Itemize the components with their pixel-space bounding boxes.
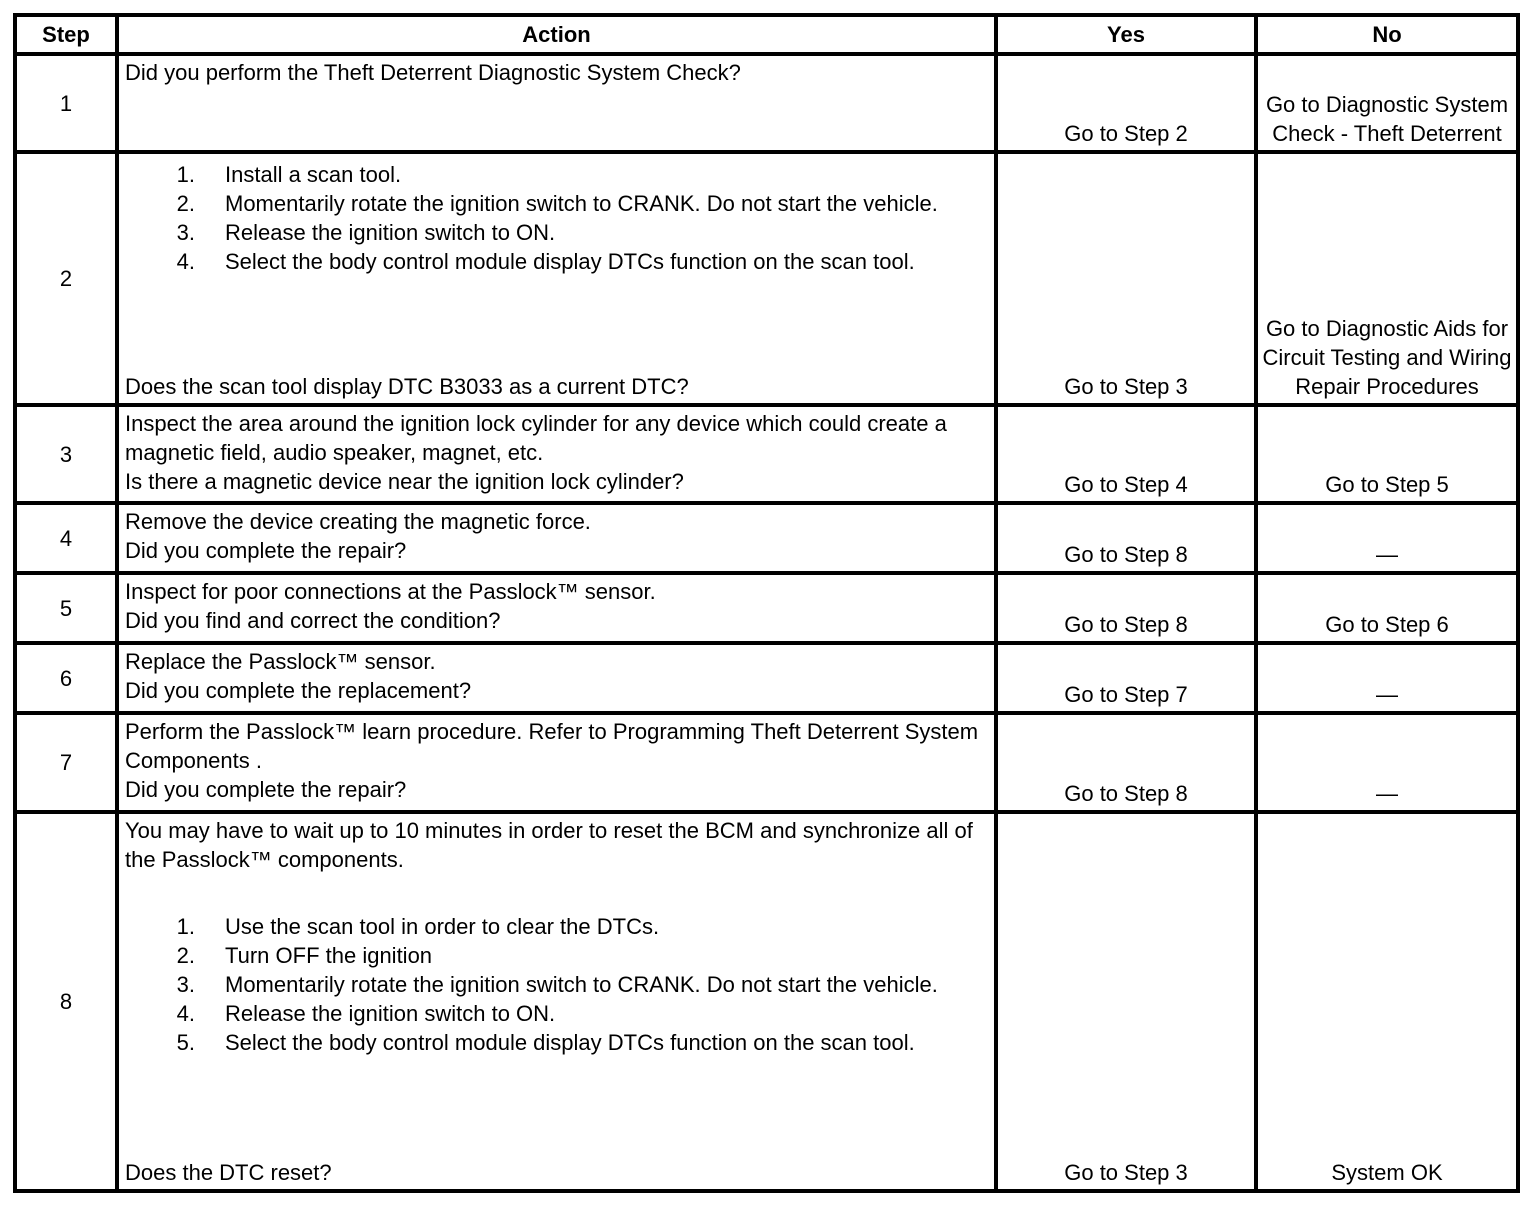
step-number: 4 bbox=[15, 503, 117, 573]
action-text: Replace the Passlock™ sensor. bbox=[125, 649, 436, 674]
table-row-step-1 bbox=[15, 54, 1518, 152]
action-cell bbox=[117, 573, 996, 643]
header-yes: Yes bbox=[996, 15, 1256, 54]
action-cell bbox=[117, 713, 996, 812]
step-number: 7 bbox=[15, 713, 117, 812]
yes-result: Go to Step 4 bbox=[996, 405, 1256, 503]
list-item: 2. Turn OFF the ignition bbox=[176, 943, 433, 968]
instruction-list bbox=[125, 160, 988, 276]
action-text: Inspect the area around the ignition lock cylinder for any device which could create a magnetic field, audio speaker, magnet, etc. bbox=[125, 411, 947, 465]
table-row-step-5 bbox=[15, 573, 1518, 643]
table-row-step-4 bbox=[15, 503, 1518, 573]
diagnostic-table-container bbox=[13, 13, 1516, 1193]
action-text: Remove the device creating the magnetic force. bbox=[125, 509, 591, 534]
header-row bbox=[15, 15, 1518, 54]
no-result: Go to Step 6 bbox=[1256, 573, 1518, 643]
list-item: 2. Momentarily rotate the ignition switch to CRANK. Do not start the vehicle. bbox=[176, 191, 938, 216]
yes-result: Go to Step 3 bbox=[996, 812, 1256, 1191]
no-result: Go to Diagnostic Aids for Circuit Testing and Wiring Repair Procedures bbox=[1256, 152, 1518, 405]
no-result: Go to Step 5 bbox=[1256, 405, 1518, 503]
list-item: 1. Install a scan tool. bbox=[176, 162, 402, 187]
header-action: Action bbox=[117, 15, 996, 54]
table-row-step-8 bbox=[15, 812, 1518, 1191]
step-number: 3 bbox=[15, 405, 117, 503]
table-row-step-2 bbox=[15, 152, 1518, 405]
list-item: 4. Select the body control module display DTCs function on the scan tool. bbox=[176, 249, 915, 274]
action-question: Is there a magnetic device near the ignition lock cylinder? bbox=[125, 469, 684, 494]
action-question: Did you complete the repair? bbox=[125, 777, 407, 802]
yes-result: Go to Step 7 bbox=[996, 643, 1256, 713]
list-item: 4. Release the ignition switch to ON. bbox=[176, 1001, 556, 1026]
no-result: System OK bbox=[1256, 812, 1518, 1191]
no-result: — bbox=[1256, 643, 1518, 713]
action-question: Does the DTC reset? bbox=[125, 1160, 332, 1185]
action-cell bbox=[117, 503, 996, 573]
diagnostic-table bbox=[13, 13, 1520, 1193]
action-cell bbox=[117, 54, 996, 152]
action-text: Inspect for poor connections at the Passlock™ sensor. bbox=[125, 579, 656, 604]
yes-result: Go to Step 8 bbox=[996, 713, 1256, 812]
yes-result: Go to Step 3 bbox=[996, 152, 1256, 405]
action-intro: You may have to wait up to 10 minutes in order to reset the BCM and synchronize all of the Passlock™ components. bbox=[125, 818, 973, 872]
action-question: Did you find and correct the condition? bbox=[125, 608, 501, 633]
yes-result: Go to Step 8 bbox=[996, 573, 1256, 643]
no-result: — bbox=[1256, 713, 1518, 812]
action-question: Did you complete the replacement? bbox=[125, 678, 472, 703]
yes-result: Go to Step 8 bbox=[996, 503, 1256, 573]
action-question: Did you complete the repair? bbox=[125, 538, 407, 563]
action-text: Did you perform the Theft Deterrent Diagnostic System Check? bbox=[125, 60, 741, 85]
step-number: 1 bbox=[15, 54, 117, 152]
table-row-step-6 bbox=[15, 643, 1518, 713]
action-cell bbox=[117, 405, 996, 503]
step-number: 6 bbox=[15, 643, 117, 713]
action-cell bbox=[117, 152, 996, 405]
list-item: 1. Use the scan tool in order to clear the DTCs. bbox=[176, 914, 660, 939]
step-number: 5 bbox=[15, 573, 117, 643]
step-number: 2 bbox=[15, 152, 117, 405]
list-item: 3. Momentarily rotate the ignition switch to CRANK. Do not start the vehicle. bbox=[176, 972, 938, 997]
header-step: Step bbox=[15, 15, 117, 54]
yes-result: Go to Step 2 bbox=[996, 54, 1256, 152]
header-no: No bbox=[1256, 15, 1518, 54]
table-row-step-3 bbox=[15, 405, 1518, 503]
list-item: 3. Release the ignition switch to ON. bbox=[176, 220, 556, 245]
step-number: 8 bbox=[15, 812, 117, 1191]
action-cell bbox=[117, 643, 996, 713]
list-item: 5. Select the body control module display DTCs function on the scan tool. bbox=[176, 1030, 915, 1055]
action-cell bbox=[117, 812, 996, 1191]
no-result: Go to Diagnostic System Check - Theft Deterrent bbox=[1256, 54, 1518, 152]
instruction-list bbox=[125, 912, 988, 1057]
no-result: — bbox=[1256, 503, 1518, 573]
table-row-step-7 bbox=[15, 713, 1518, 812]
action-question: Does the scan tool display DTC B3033 as a current DTC? bbox=[125, 374, 689, 399]
action-text: Perform the Passlock™ learn procedure. Refer to Programming Theft Deterrent System Components . bbox=[125, 719, 979, 773]
